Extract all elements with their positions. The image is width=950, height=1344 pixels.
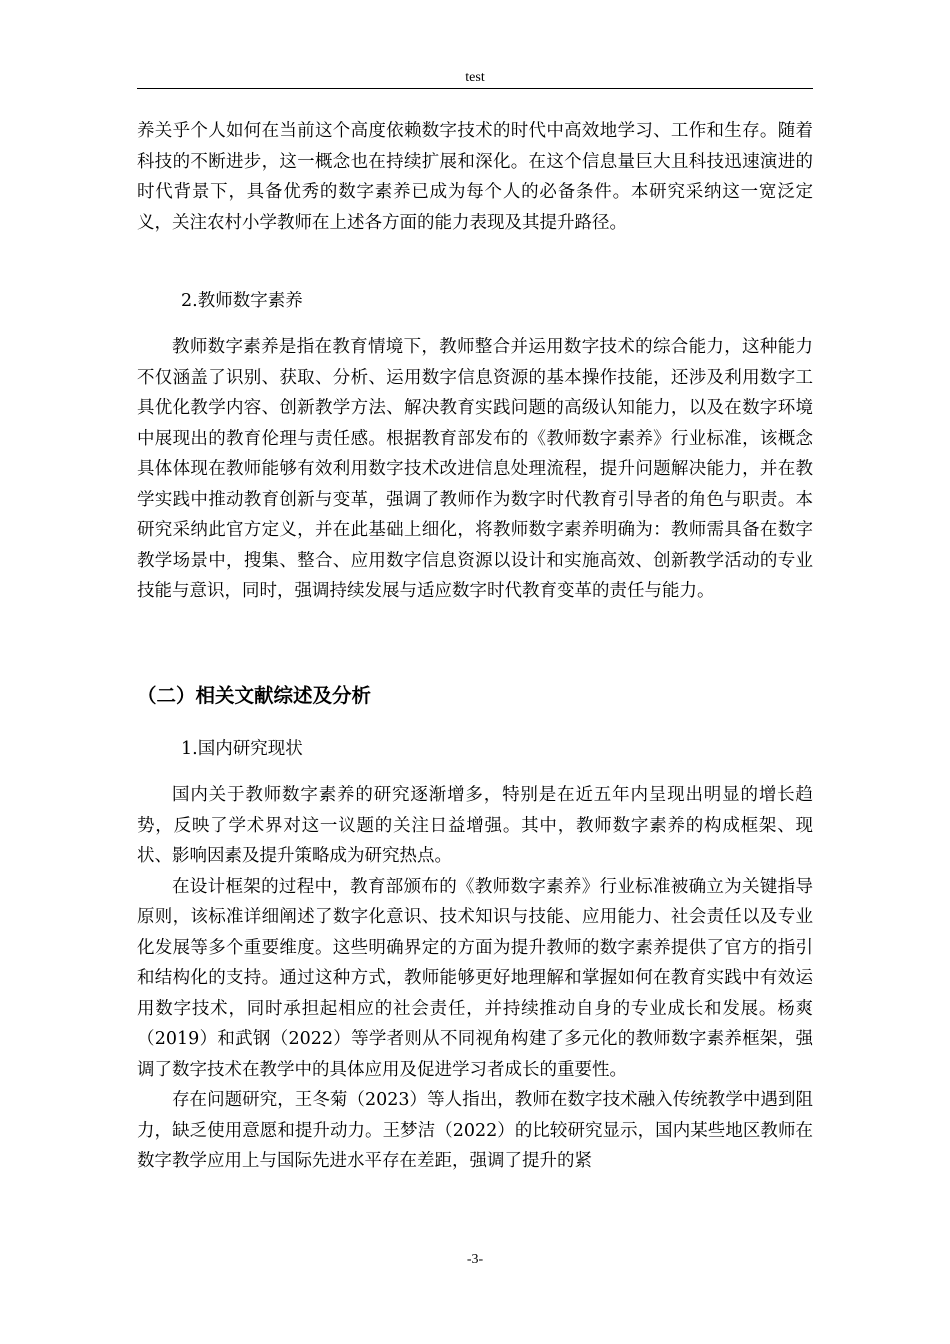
running-header: test	[465, 70, 485, 85]
subheading-block-2	[137, 734, 813, 764]
subheading-domestic-research: 1.国内研究现状	[181, 739, 303, 759]
paragraph-continued: 养关乎个人如何在当前这个高度依赖数字技术的时代中高效地学习、工作和生存。随着科技的不断进步，这一概念也在持续扩展和深化。在这个信息量巨大且科技迅速演进的时代背景下，具备优秀的数字素养已成为每个人的必备条件。本研究采纳这一宽泛定义，关注农村小学教师在上述各方面的能力表现及其提升路径。	[137, 121, 813, 233]
definition-block	[137, 332, 813, 607]
literature-block	[137, 780, 813, 1177]
section-heading: （二）相关文献综述及分析	[137, 684, 372, 707]
page-number: -3-	[466, 1252, 484, 1267]
paragraph-problems: 存在问题研究，王冬菊（2023）等人指出，教师在数字技术融入传统教学中遇到阻力，缺乏使用意愿和提升动力。王梦洁（2022）的比较研究显示，国内某些地区教师在数字教学应用上与国际先进水平存在差距，强调了提升的紧	[137, 1090, 813, 1171]
subheading-block	[137, 286, 813, 316]
paragraph-definition: 教师数字素养是指在教育情境下，教师整合并运用数字技术的综合能力，这种能力不仅涵盖了识别、获取、分析、运用数字信息资源的基本操作技能，还涉及利用数字工具优化教学内容、创新教学方法、解决教育实践问题的高级认知能力，以及在数字环境中展现出的教育伦理与责任感。根据教育部发布的《教师数字素养》行业标准，该概念具体体现在教师能够有效利用数字技术改进信息处理流程，提升问题解决能力，并在教学实践中推动教育创新与变革，强调了教师作为数字时代教育引导者的角色与职责。本研究采纳此官方定义，并在此基础上细化，将教师数字素养明确为：教师需具备在数字教学场景中，搜集、整合、应用数字信息资源以设计和实施高效、创新教学活动的专业技能与意识，同时，强调持续发展与适应数字时代教育变革的责任与能力。	[137, 337, 813, 601]
subheading-teacher-digital-literacy: 2.教师数字素养	[181, 291, 303, 311]
page-body	[137, 116, 813, 238]
section-block	[137, 680, 813, 712]
paragraph-research-trend: 国内关于教师数字素养的研究逐渐增多，特别是在近五年内呈现出明显的增长趋势，反映了学术界对这一议题的关注日益增强。其中，教师数字素养的构成框架、现状、影响因素及提升策略成为研究热点。	[137, 785, 813, 866]
paragraph-framework: 在设计框架的过程中，教育部颁布的《教师数字素养》行业标准被确立为关键指导原则，该标准详细阐述了数字化意识、技术知识与技能、应用能力、社会责任以及专业化发展等多个重要维度。这些明确界定的方面为提升教师的数字素养提供了官方的指引和结构化的支持。通过这种方式，教师能够更好地理解和掌握如何在教育实践中有效运用数字技术，同时承担起相应的社会责任，并持续推动自身的专业成长和发展。杨爽（2019）和武钢（2022）等学者则从不同视角构建了多元化的教师数字素养框架，强调了数字技术在教学中的具体应用及促进学习者成长的重要性。	[137, 876, 813, 1080]
header-rule	[137, 88, 813, 89]
